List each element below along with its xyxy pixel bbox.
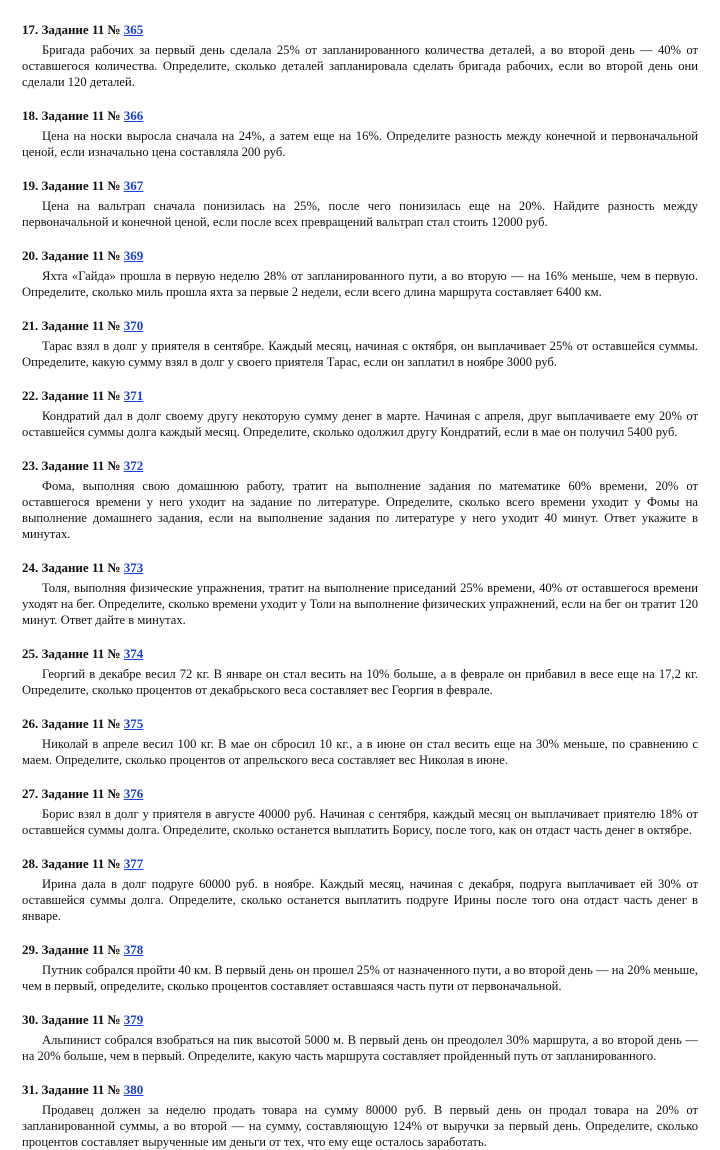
task-number-link[interactable]: 369 xyxy=(123,248,144,263)
task-number-link[interactable]: 376 xyxy=(123,786,144,801)
task-label: Задание 11 № xyxy=(41,22,121,37)
task-text: Продавец должен за неделю продать товара на сумму 80000 руб. В первый день он продал товара на 20% от запланированной суммы, а во второй — на сумму, составляющую 124% от выручки за первый день. Определите, сколько процентов составляет вырученные им деньги от тех, что ему еще осталось заработать. xyxy=(22,1103,698,1149)
task-index: 27. xyxy=(22,786,39,801)
task-index: 30. xyxy=(22,1012,39,1027)
task-item xyxy=(22,388,698,440)
task-label: Задание 11 № xyxy=(41,942,121,957)
task-text: Ирина дала в долг подруге 60000 руб. в ноябре. Каждый месяц, начиная с декабря, подруга выплачивает ей 30% от оставшейся суммы долга. Определите, сколько останется выплатить подруге Ирины после того она отдаст часть денег в январе. xyxy=(22,877,698,923)
task-label: Задание 11 № xyxy=(41,1012,121,1027)
task-index: 25. xyxy=(22,646,39,661)
task-header xyxy=(22,178,698,194)
task-text: Кондратий дал в долг своему другу некоторую сумму денег в марте. Начиная с апреля, друг выплачиваете ему 20% от оставшейся суммы долга каждый месяц. Определите, сколько одолжил другу Кондратий, если в мае он получил 5400 руб. xyxy=(22,409,698,439)
task-item xyxy=(22,646,698,698)
task-index: 23. xyxy=(22,458,39,473)
task-number-link[interactable]: 371 xyxy=(123,388,144,403)
task-label: Задание 11 № xyxy=(41,560,121,575)
task-label: Задание 11 № xyxy=(41,248,121,263)
task-header xyxy=(22,646,698,662)
task-label: Задание 11 № xyxy=(41,108,121,123)
task-index: 26. xyxy=(22,716,39,731)
task-number-link[interactable]: 374 xyxy=(123,646,144,661)
task-header xyxy=(22,856,698,872)
task-item xyxy=(22,22,698,90)
task-text: Николай в апреле весил 100 кг. В мае он сбросил 10 кг., а в июне он стал весить еще на 30% меньше, по сравнению с маем. Определите, сколько процентов от апрельского веса составляет вес Николая в июне. xyxy=(22,737,698,767)
task-header xyxy=(22,1082,698,1098)
task-index: 19. xyxy=(22,178,39,193)
task-header xyxy=(22,108,698,124)
task-item xyxy=(22,1082,698,1150)
task-header xyxy=(22,786,698,802)
task-label: Задание 11 № xyxy=(41,388,121,403)
task-index: 28. xyxy=(22,856,39,871)
task-number-link[interactable]: 377 xyxy=(123,856,144,871)
task-index: 17. xyxy=(22,22,39,37)
task-text: Цена на вальтрап сначала понизилась на 25%, после чего понизилась еще на 20%. Найдите разность между первоначальной и конечной ценой, если после всех превращений вальтрап стал стоить 12000 руб. xyxy=(22,199,698,229)
task-text: Тарас взял в долг у приятеля в сентябре. Каждый месяц, начиная с октября, он выплачивает 25% от оставшейся суммы. Определите, какую сумму взял в долг у своего приятеля Тарас, если он заплатил в ноябре 3000 руб. xyxy=(22,339,698,369)
task-number-link[interactable]: 367 xyxy=(123,178,144,193)
task-item xyxy=(22,318,698,370)
task-label: Задание 11 № xyxy=(41,646,121,661)
task-text: Толя, выполняя физические упражнения, тратит на выполнение приседаний 25% времени, 40% от оставшегося времени уходят на бег. Определите, сколько времени уходит у Толи на выполнение физических упражнений, если на бег он тратит 120 минут. Ответ дайте в минутах. xyxy=(22,581,699,627)
task-header xyxy=(22,1012,698,1028)
task-item xyxy=(22,458,698,542)
task-label: Задание 11 № xyxy=(41,716,121,731)
task-label: Задание 11 № xyxy=(41,178,121,193)
task-item xyxy=(22,942,698,994)
task-number-link[interactable]: 373 xyxy=(123,560,144,575)
task-index: 24. xyxy=(22,560,39,575)
task-label: Задание 11 № xyxy=(41,458,121,473)
task-text: Георгий в декабре весил 72 кг. В январе он стал весить на 10% больше, а в феврале он прибавил в весе еще на 17,2 кг. Определите, сколько процентов от декабрьского веса составляет вес Георгия в феврале. xyxy=(22,667,698,697)
task-item xyxy=(22,1012,698,1064)
task-header xyxy=(22,458,698,474)
task-number-link[interactable]: 375 xyxy=(123,716,144,731)
task-header xyxy=(22,716,698,732)
task-item xyxy=(22,716,698,768)
task-index: 29. xyxy=(22,942,39,957)
task-index: 20. xyxy=(22,248,39,263)
task-label: Задание 11 № xyxy=(41,786,121,801)
task-header xyxy=(22,248,698,264)
task-number-link[interactable]: 366 xyxy=(123,108,144,123)
task-number-link[interactable]: 380 xyxy=(123,1082,144,1097)
task-header xyxy=(22,22,698,38)
task-text: Яхта «Гайда» прошла в первую неделю 28% от запланированного пути, а во вторую — на 16% меньше, чем в первую. Определите, сколько миль прошла яхта за первые 2 недели, если всего длина маршрута составляет 6400 км. xyxy=(22,269,698,299)
task-header xyxy=(22,560,698,576)
task-item xyxy=(22,248,698,300)
task-label: Задание 11 № xyxy=(41,1082,121,1097)
task-number-link[interactable]: 365 xyxy=(123,22,144,37)
task-item xyxy=(22,560,698,628)
task-text: Бригада рабочих за первый день сделала 25% от запланированного количества деталей, а во второй день — 40% от оставшегося количества. Определите, сколько деталей запланировала сделать бригада рабочих, если во второй день они сделали 120 деталей. xyxy=(22,43,698,89)
task-text: Путник собрался пройти 40 км. В первый день он прошел 25% от назначенного пути, а во второй день — на 20% меньше, чем в первый, определите, сколько процентов составляет оставшаяся часть пути от первоначальной. xyxy=(22,963,698,993)
task-label: Задание 11 № xyxy=(41,318,121,333)
task-header xyxy=(22,942,698,958)
task-label: Задание 11 № xyxy=(41,856,121,871)
task-item xyxy=(22,178,698,230)
task-text: Фома, выполняя свою домашнюю работу, тратит на выполнение задания по математике 60% времени, 20% от оставшегося времени у него уходит на задание по литературе. Определите, сколько всего времени уходит у Фомы на выполнение домашнего задания, если на выполнение задания по литературе у него уходит 40 минут. Ответ укажите в минутах. xyxy=(22,479,698,541)
task-number-link[interactable]: 372 xyxy=(123,458,144,473)
task-header xyxy=(22,388,698,404)
task-index: 21. xyxy=(22,318,39,333)
task-text: Альпинист собрался взобраться на пик высотой 5000 м. В первый день он преодолел 30% маршрута, а во второй день — на 20% больше, чем в первый. Определите, какую часть маршрута составляет пройденный путь от запланированного. xyxy=(22,1033,698,1063)
task-item xyxy=(22,786,698,838)
task-text: Борис взял в долг у приятеля в августе 40000 руб. Начиная с сентября, каждый месяц он выплачивает приятелю 18% от оставшейся суммы долга. Определите, сколько останется выплатить Борису, после того, как он отдаст часть денег в октябре. xyxy=(22,807,698,837)
task-number-link[interactable]: 379 xyxy=(123,1012,144,1027)
task-index: 22. xyxy=(22,388,39,403)
task-header xyxy=(22,318,698,334)
task-item xyxy=(22,856,698,924)
task-index: 31. xyxy=(22,1082,39,1097)
task-number-link[interactable]: 370 xyxy=(123,318,144,333)
task-item xyxy=(22,108,698,160)
task-number-link[interactable]: 378 xyxy=(123,942,144,957)
task-text: Цена на носки выросла сначала на 24%, а затем еще на 16%. Определите разность между конечной и первоначальной ценой, если изначально цена составляла 200 руб. xyxy=(22,129,698,159)
task-index: 18. xyxy=(22,108,39,123)
